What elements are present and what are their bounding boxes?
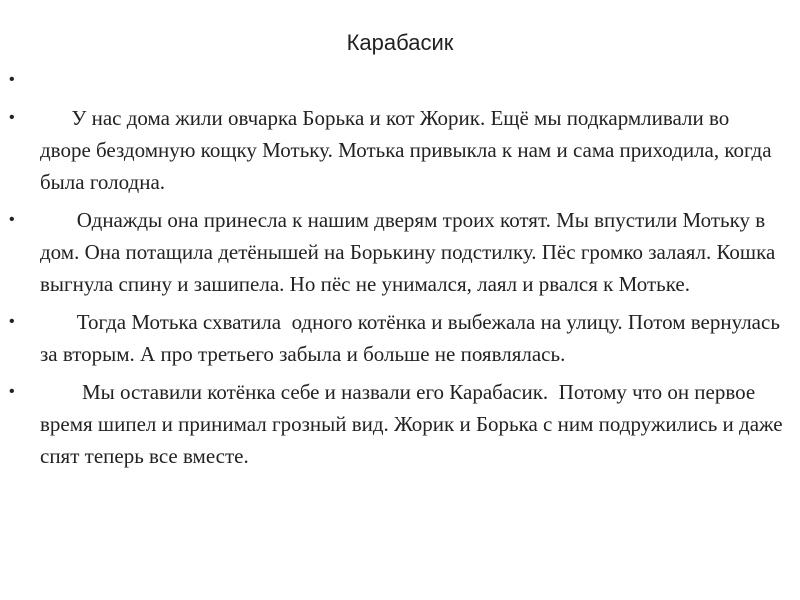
document-title: Карабасик (346, 30, 454, 55)
paragraph-text: У нас дома жили овчарка Борька и кот Жорик. Ещё мы подкармливали во дворе бездомную кощку Мотьку. Мотька привыкла к нам и сама приходила, когда была голодна. (40, 106, 777, 194)
paragraph-list (0, 64, 800, 472)
paragraph-text: Мы оставили котёнка себе и назвали его Карабасик. Потому что он первое время шипел и принимал грозный вид. Жорик и Борька с ним подружились и даже спят теперь все вместе. (40, 380, 788, 468)
paragraph-text: Тогда Мотька схватила одного котёнка и выбежала на улицу. Потом вернулась за вторым. А про третьего забыла и больше не появлялась. (40, 310, 786, 366)
bullet-icon: • (9, 211, 15, 228)
bullet-icon: • (9, 313, 15, 330)
paragraph-text: Однажды она принесла к нашим дверям троих котят. Мы впустили Мотьку в дом. Она потащила детёнышей на Борькину подстилку. Пёс громко залаял. Кошка выгнула спину и зашипела. Но пёс не унимался, лаял и рвался к Мотьке. (40, 208, 781, 296)
bullet-icon: • (9, 383, 15, 400)
list-item (0, 102, 800, 198)
bullet-icon: • (9, 109, 15, 126)
bullet-icon: • (9, 71, 15, 88)
paragraph-text (40, 64, 784, 96)
list-item (0, 204, 800, 300)
list-item (0, 64, 800, 96)
list-item (0, 376, 800, 472)
list-item (0, 306, 800, 370)
